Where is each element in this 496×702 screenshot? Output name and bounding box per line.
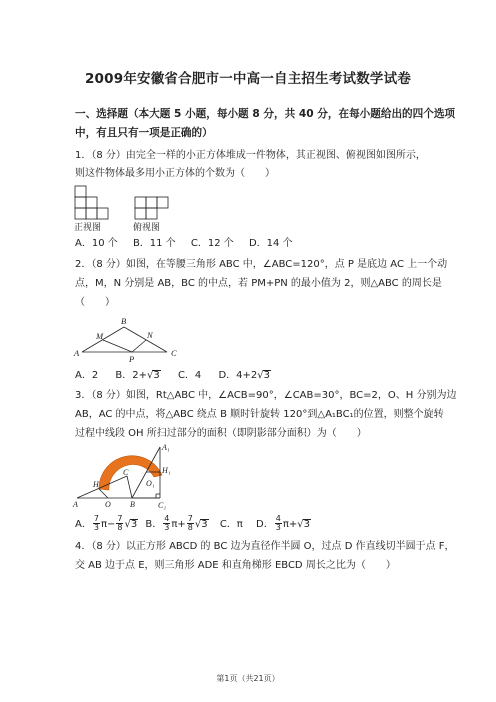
q3-text-line3: 过程中线段 OH 所扫过部分的面积（即阴影部分面积）为（ ） bbox=[75, 428, 367, 439]
q1-front-view-label: 正视图 bbox=[74, 223, 102, 233]
q1-option-d[interactable]: D．14 个 bbox=[248, 238, 293, 249]
q2-label-p: P bbox=[129, 354, 135, 364]
q2-label-b: B bbox=[121, 316, 127, 326]
q3-label-o: O bbox=[105, 500, 111, 509]
q2-label-m: M bbox=[96, 331, 104, 341]
q1-option-a[interactable]: A．10 个 bbox=[75, 238, 118, 249]
q2-label-c: C bbox=[171, 348, 177, 358]
q3-label-h: H bbox=[93, 480, 99, 489]
q3-text-line2: AB，AC 的中点，将△ABC 绕点 B 顺时针旋转 120°到△A₁BC₁的位置，则整个旋转 bbox=[75, 409, 444, 420]
q3-label-c: C bbox=[123, 468, 129, 477]
q1-options bbox=[75, 238, 305, 250]
q3-label-a1: A₁ bbox=[162, 443, 170, 452]
q2-text-line3: （ ） bbox=[75, 297, 115, 308]
q1-option-c[interactable]: C．12 个 bbox=[190, 238, 234, 249]
q2-option-b[interactable]: B．2+√3 bbox=[115, 370, 160, 381]
q3-option-b[interactable]: B． $\frac{4}{3}$ π+ $\frac{7}{8}$ √3 bbox=[145, 514, 208, 532]
q3-rotation-figure bbox=[72, 442, 192, 512]
page-title: 2009年安徽省合肥市一中高一自主招生考试数学试卷 bbox=[84, 71, 412, 87]
q1-text-line2: 则这件物体最多用小正方体的个数为（ ） bbox=[75, 168, 275, 179]
page-footer: 第1页（共21页） bbox=[216, 674, 280, 683]
q3-label-a: A bbox=[73, 500, 78, 509]
q1-option-b[interactable]: B．11 个 bbox=[132, 238, 176, 249]
q3-label-h1: H₁ bbox=[162, 466, 171, 475]
q3-label-b: B bbox=[130, 500, 135, 509]
q3-text-line1: 3．（8 分）如图，Rt△ABC 中，∠ACB=90°，∠CAB=30°，BC=2，O、H 分别为边 bbox=[75, 390, 457, 401]
q1-text-line1: 1．（8 分）由完全一样的小正方体堆成一件物体，其正视图、俯视图如图所示， bbox=[75, 150, 426, 161]
q1-top-view-label: 俯视图 bbox=[133, 223, 161, 233]
q4-text-line1: 4．（8 分）以正方形 ABCD 的 BC 边为直径作半圆 O，过点 D 作直线切半圆于点 F， bbox=[75, 541, 455, 552]
q2-option-c[interactable]: C．4 bbox=[177, 370, 202, 381]
q3-options bbox=[75, 515, 311, 534]
q3-label-o1: O₁ bbox=[146, 479, 155, 488]
q4-text-line2: 交 AB 边于点 E，则三角形 ADE 和直角梯形 EBCD 周长之比为（ ） bbox=[75, 560, 396, 571]
section-heading-line1: 一、选择题（本大题 5 小题，每小题 8 分，共 40 分，在每小题给出的四个选项 bbox=[75, 108, 456, 120]
q2-options bbox=[75, 370, 271, 382]
q2-label-n: N bbox=[147, 330, 153, 340]
q2-option-d[interactable]: D．4+2√3 bbox=[218, 370, 271, 381]
q2-label-a: A bbox=[74, 348, 80, 358]
q2-text-line2: 点，M，N 分别是 AB，BC 的中点，若 PM+PN 的最小值为 2，则△ABC 的周长是 bbox=[75, 278, 442, 289]
q2-text-line1: 2．（8 分）如图，在等腰三角形 ABC 中，∠ABC=120°，点 P 是底边 AC 上一个动 bbox=[75, 259, 448, 270]
section-heading-line2: 中，有且只有一项是正确的） bbox=[75, 127, 213, 139]
q3-option-c[interactable]: C．π bbox=[219, 518, 243, 530]
q2-option-a[interactable]: A．2 bbox=[75, 370, 99, 381]
q2-triangle-figure bbox=[72, 315, 192, 365]
q3-option-a[interactable]: A． $\frac{7}{3}$ π− $\frac{7}{8}$ √3 bbox=[75, 514, 138, 532]
q3-label-c1: C₁ bbox=[158, 501, 167, 510]
q3-option-d[interactable]: D． $\frac{4}{3}$ π+√3 bbox=[256, 514, 310, 532]
